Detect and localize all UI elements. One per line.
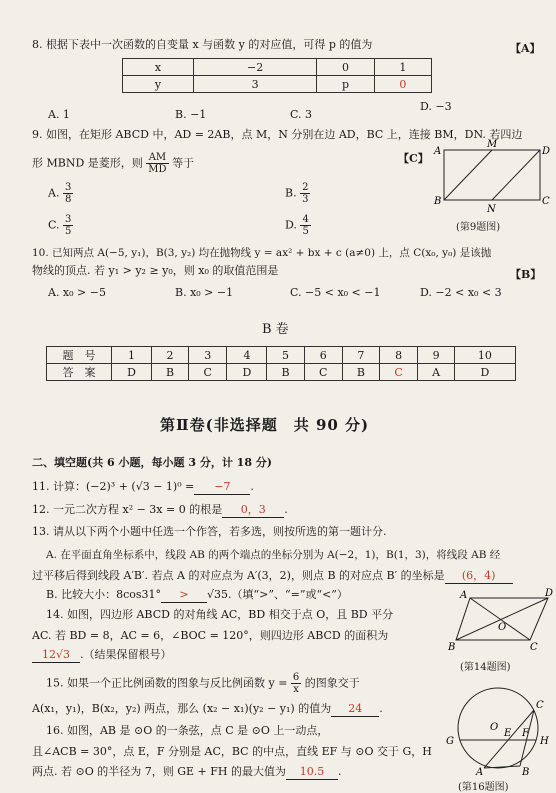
- b-answer: C: [379, 364, 417, 381]
- q15-line2: [32, 702, 383, 717]
- q10-option: A. x₀ > −5: [48, 286, 106, 299]
- q12-answer: 0，3: [222, 503, 284, 518]
- q9-option-label: B.: [285, 186, 297, 200]
- q9-line2-post: 等于: [172, 156, 195, 170]
- q13-b-pre: B. 比较大小：8cos31°: [46, 588, 162, 601]
- b-answer: B: [342, 364, 379, 381]
- q14-figure-caption: (第14题图): [460, 662, 511, 673]
- q9-option-frac: [63, 214, 73, 237]
- q9-option-label: A.: [48, 186, 60, 200]
- q14-line3: [32, 648, 172, 663]
- frac-den: 8: [64, 194, 72, 205]
- q11-text: 11. 计算：(−2)³ + (√3 − 1)⁰ =: [32, 480, 195, 493]
- q8-option: D. −3: [420, 100, 452, 113]
- q16-line1: 16. 如图，AB 是 ⊙O 的一条弦，点 C 是 ⊙O 上一动点，: [46, 724, 329, 737]
- frac-num: 3: [64, 182, 72, 193]
- q15-frac: [291, 672, 301, 695]
- q16-line3: [32, 765, 341, 780]
- q10-line2: 物线的顶点. 若 y₁ > y₂ ≥ y₀，则 x₀ 的取值范围是: [32, 264, 279, 277]
- b-answer-label: 答 案: [47, 364, 112, 381]
- q16-line2: 且∠ACB = 30°，点 E，F 分别是 AC，BC 的中点，直线 EF 与 ⊙O 交于 G，H: [32, 745, 432, 758]
- q8-cell: 0: [317, 59, 375, 76]
- b-number: 1: [112, 347, 152, 364]
- fig14-label: O: [498, 622, 507, 633]
- fig9-label: B: [434, 196, 442, 207]
- b-number: 7: [342, 347, 379, 364]
- b-number: 6: [304, 347, 342, 364]
- q9-ratio: [146, 152, 168, 175]
- q11: [32, 480, 254, 495]
- q14-answer: 12√3: [32, 648, 80, 663]
- q14-figure: [448, 588, 554, 652]
- q13-a-line2: [32, 569, 513, 584]
- b-answer: B: [267, 364, 304, 381]
- q9-option-frac: [300, 214, 310, 237]
- frac-num: 6: [292, 672, 300, 683]
- fig9-label: M: [487, 139, 498, 150]
- b-answer: C: [304, 364, 342, 381]
- fig16-label: O: [490, 722, 499, 733]
- b-answer: D: [227, 364, 267, 381]
- q10-option: D. −2 < x₀ < 3: [420, 286, 502, 299]
- fig16-label: A: [476, 767, 484, 776]
- q9-option-frac: [63, 182, 73, 205]
- b-number: 3: [189, 347, 227, 364]
- q11-answer: −7: [194, 480, 250, 495]
- q16-answer: 10.5: [286, 765, 338, 780]
- q8-cell: −2: [194, 59, 317, 76]
- b-number: 8: [379, 347, 417, 364]
- fig14-label: B: [448, 642, 456, 652]
- b-answer: C: [189, 364, 227, 381]
- q9-option-d: [285, 214, 311, 237]
- frac-num: 4: [302, 214, 309, 225]
- q8-text: 8. 根据下表中一次函数的自变量 x 与函数 y 的对应值，可得 p 的值为: [32, 38, 373, 51]
- q10-option: C. −5 < x₀ < −1: [290, 286, 381, 299]
- q9-answer: 【C】: [398, 152, 429, 165]
- fig16-label: F: [522, 728, 529, 739]
- q9-figure: [430, 138, 552, 214]
- q14-tail: .（结果保留根号）: [80, 648, 172, 661]
- q9-option-label: D.: [285, 218, 297, 232]
- q9-option-c: [48, 214, 73, 237]
- fig9-label: D: [542, 146, 551, 157]
- b-header-label: 题 号: [47, 347, 112, 364]
- q14-line1: 14. 如图，四边形 ABCD 的对角线 AC，BD 相交于点 O，且 BD 平分: [46, 608, 394, 621]
- q8-answer: 【A】: [510, 42, 541, 55]
- b-number: 4: [227, 347, 267, 364]
- q9-option-a: [48, 182, 73, 205]
- q13-a-line1: A. 在平面直角坐标系中，线段 AB 的两个端点的坐标分别为 A(−2，1)，B(1，3)，将线段 AB 经: [46, 549, 501, 561]
- q13-a-answer: (6，4): [445, 569, 513, 584]
- q9-ratio-num: AM: [146, 152, 168, 164]
- q16-figure-caption: (第16题图): [458, 782, 509, 793]
- b-answer: D: [112, 364, 152, 381]
- fig16-label: C: [536, 700, 544, 711]
- b-answer: B: [152, 364, 189, 381]
- q12-text: 12. 一元二次方程 x² − 3x = 0 的根是: [32, 503, 223, 516]
- frac-num: 2: [302, 182, 309, 193]
- q8-cell: 0: [374, 76, 431, 93]
- b-number: 2: [152, 347, 189, 364]
- q15-answer: 24: [331, 702, 379, 717]
- frac-den: x: [293, 684, 299, 695]
- q9-figure-caption: (第9题图): [456, 222, 501, 233]
- q14-line2: AC. 若 BD = 8，AC = 6，∠BOC = 120°，则四边形 ABCD 的面积为: [32, 629, 389, 642]
- q8-option: C. 3: [290, 108, 313, 121]
- q9-line1: 9. 如图，在矩形 ABCD 中，AD = 2AB，点 M，N 分别在边 AD，BC 上，连接 BM，DN. 若四边: [32, 128, 523, 141]
- fig9-label: A: [434, 146, 442, 157]
- b-number: 9: [418, 347, 454, 364]
- b-section-title: B 卷: [262, 322, 289, 337]
- q9-option-frac: [300, 182, 310, 205]
- segment-dn: [492, 150, 540, 200]
- q9-option-b: [285, 182, 310, 205]
- q12: [32, 503, 288, 518]
- frac-num: 3: [65, 214, 72, 225]
- q9-option-label: C.: [48, 218, 60, 232]
- fig9-label: N: [487, 204, 496, 214]
- q12-tail: .: [284, 503, 288, 516]
- segment-bm: [444, 150, 492, 200]
- q15-line1: [46, 672, 360, 695]
- q13-intro: 13. 请从以下两个小题中任选一个作答，若多选，则按所选的第一题计分.: [32, 525, 387, 538]
- q11-tail: .: [250, 480, 254, 493]
- q9-line2: [32, 152, 194, 175]
- frac-den: 3: [302, 194, 309, 205]
- b-answer: A: [418, 364, 454, 381]
- fig16-label: E: [504, 728, 512, 739]
- q8-cell: x: [123, 59, 194, 76]
- rectangle-abcd: [444, 150, 540, 200]
- q10-option: B. x₀ > −1: [175, 286, 234, 299]
- q16-text: 两点. 若 ⊙O 的半径为 7，则 GE + FH 的最大值为: [32, 765, 286, 778]
- q13-a-text: 过平移后得到线段 A′B′. 若点 A 的对应点为 A′(3，2)，则点 B 的对应点 B′ 的坐标是: [32, 569, 445, 582]
- fig16-label: H: [540, 736, 549, 747]
- frac-den: 5: [65, 226, 72, 237]
- fig16-label: G: [446, 736, 454, 747]
- b-number: 5: [267, 347, 304, 364]
- fig14-label: A: [460, 590, 468, 601]
- q15-tail: .: [379, 702, 383, 715]
- part2-title: 第Ⅱ卷(非选择题 共 90 分): [160, 416, 370, 434]
- q8-cell: 1: [374, 59, 431, 76]
- q8-cell: p: [317, 76, 375, 93]
- q13-b: [46, 588, 348, 603]
- q13-b-post: √35.（填“>”、“=”或“<”）: [207, 588, 348, 601]
- q15-line1-pre: 15. 如果一个正比例函数的图象与反比例函数 y =: [46, 676, 288, 690]
- fig9-label: C: [542, 196, 550, 207]
- diagonal-ac: [470, 598, 530, 640]
- q8-cell: y: [123, 76, 194, 93]
- q10-answer: 【B】: [510, 268, 542, 281]
- q16-tail: .: [337, 765, 342, 778]
- q8-option: A. 1: [48, 108, 70, 121]
- q15-line1-post: 的图象交于: [304, 676, 360, 690]
- fig14-label: D: [545, 588, 554, 599]
- b-answer-table: [46, 346, 516, 381]
- diagonal-bd: [456, 598, 548, 640]
- q8-option: B. −1: [175, 108, 207, 121]
- b-number: 10: [454, 347, 515, 364]
- q9-ratio-den: MD: [148, 164, 167, 175]
- fill-heading: 二、填空题(共 6 小题，每小题 3 分，计 18 分): [32, 456, 273, 469]
- q8-value-table: [122, 58, 432, 93]
- q16-figure: [440, 678, 554, 776]
- fig16-label: B: [522, 767, 530, 776]
- frac-den: 5: [302, 226, 309, 237]
- fig14-label: C: [530, 642, 538, 652]
- q13-b-answer: >: [161, 588, 207, 603]
- q10-line1: 10. 已知两点 A(−5, y₁)，B(3, y₂) 均在抛物线 y = ax² + bx + c (a≠0) 上，点 C(x₀, y₀) 是该抛: [32, 247, 492, 259]
- q15-text: A(x₁，y₁)，B(x₂，y₂) 两点，那么 (x₂ − x₁)(y₂ − y₁) 的值为: [32, 702, 332, 715]
- q9-line2-pre: 形 MBND 是菱形，则: [32, 156, 143, 170]
- q8-cell: 3: [194, 76, 317, 93]
- b-answer: D: [454, 364, 515, 381]
